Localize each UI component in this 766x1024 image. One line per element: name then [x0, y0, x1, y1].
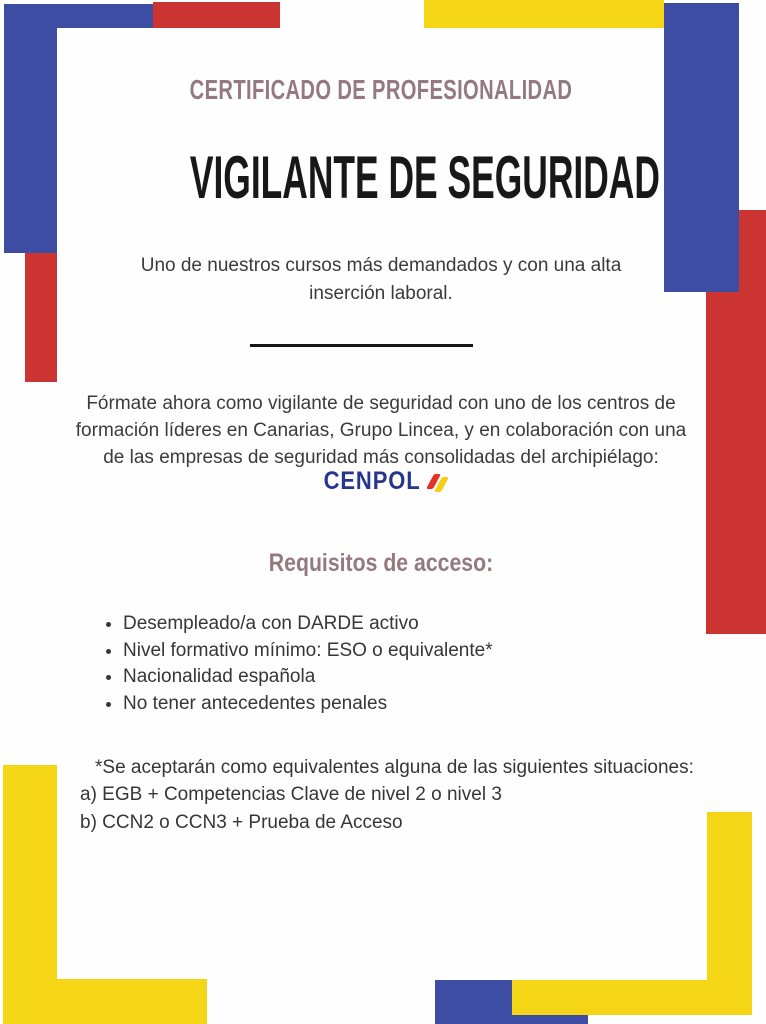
kicker-heading: CERTIFICADO DE PROFESIONALIDAD [189, 74, 573, 105]
requirements-list [106, 611, 493, 717]
deco-yellow-bottom-left-bar [3, 979, 207, 1024]
deco-red-left-column [25, 253, 57, 382]
deco-red-top-bar [153, 2, 280, 28]
lead-paragraph [57, 252, 705, 308]
divider-line [250, 344, 473, 347]
lead-line: Uno de nuestros cursos más demandados y con una alta [140, 255, 622, 276]
requirements-heading: Requisitos de acceso: [268, 549, 494, 577]
footnote-intro: *Se aceptarán como equivalentes alguna de las siguientes situaciones: [95, 757, 694, 778]
deco-yellow-bottom-right-column [707, 812, 752, 1015]
deco-blue-left-column [4, 4, 57, 253]
requirement-item: • Desempleado/a con DARDE activo [123, 611, 493, 638]
requirement-item: • Nacionalidad española [123, 664, 493, 691]
footnote-option: a) EGB + Competencias Clave de nivel 2 o nivel 3 [80, 784, 502, 806]
lead-line: inserción laboral. [309, 283, 453, 304]
intro-line: de las empresas de seguridad más consolidadas del archipiélago: [103, 447, 659, 468]
requirement-item: • Nivel formativo mínimo: ESO o equivalente* [123, 638, 493, 665]
page-title: VIGILANTE DE SEGURIDAD [189, 144, 660, 211]
deco-yellow-top-bar [424, 0, 664, 28]
footnote-option: b) CCN2 o CCN3 + Prueba de Acceso [80, 811, 403, 833]
intro-paragraph [57, 390, 705, 471]
cenpol-logo [57, 468, 705, 494]
intro-line: formación líderes en Canarias, Grupo Lincea, y en colaboración con una [75, 420, 687, 441]
footnote-block [80, 754, 720, 836]
requirement-item: • No tener antecedentes penales [123, 691, 493, 718]
intro-line: Fórmate ahora como vigilante de seguridad con uno de los centros de [86, 393, 676, 414]
cenpol-logo-text: CENPOL [324, 467, 421, 495]
deco-blue-right-column [664, 3, 739, 292]
